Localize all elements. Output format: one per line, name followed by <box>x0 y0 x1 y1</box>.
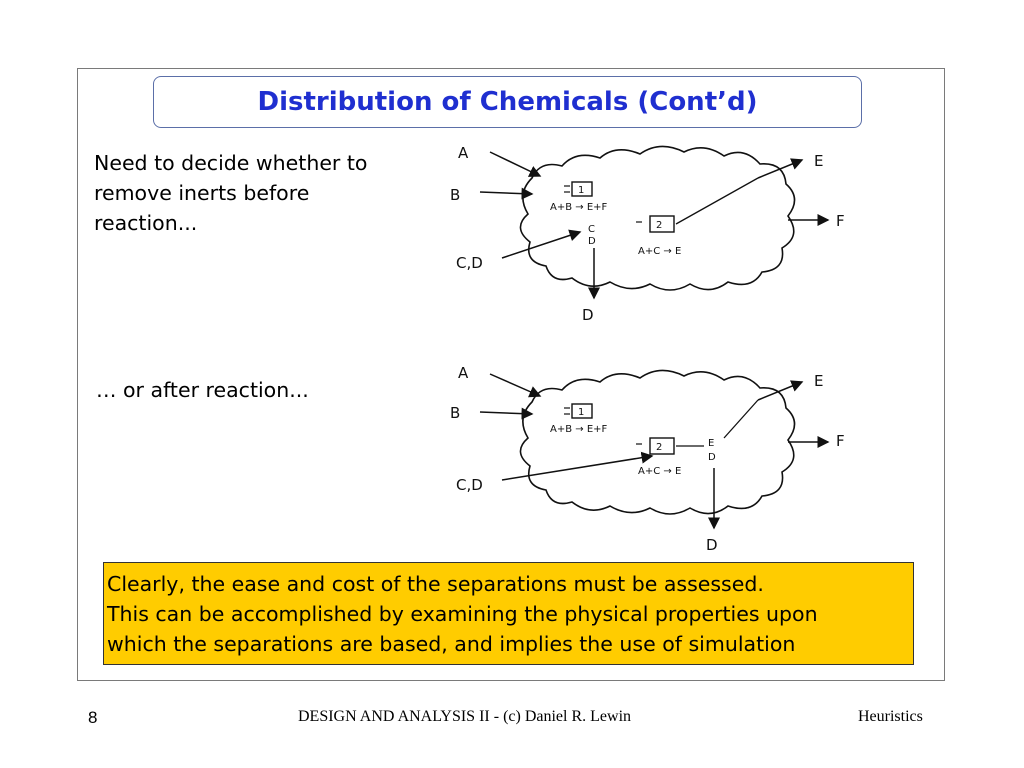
output-label-f: F <box>836 212 845 230</box>
note-after-reaction: … or after reaction... <box>96 378 309 402</box>
reaction-2-equation: A+C → E <box>638 246 682 257</box>
note-before-reaction: Need to decide whether to remove inerts before reaction... <box>94 151 368 235</box>
input-label-b: B <box>450 404 461 422</box>
conclusion-callout <box>103 562 914 665</box>
bottom-output-label-d: D <box>706 536 718 554</box>
split-label-e: E <box>708 438 715 449</box>
input-label-a: A <box>458 144 469 162</box>
output-label-e: E <box>814 372 824 390</box>
input-label-cd: C,D <box>456 476 483 494</box>
split-label-d: D <box>588 236 596 247</box>
reaction-1-equation: A+B → E+F <box>550 424 608 435</box>
callout-line: Clearly, the ease and cost of the separations must be assessed. <box>107 572 764 596</box>
reaction-1-equation: A+B → E+F <box>550 202 608 213</box>
callout-line: This can be accomplished by examining the physical properties upon <box>107 602 818 626</box>
footer-section-name: Heuristics <box>858 708 923 725</box>
callout-line: which the separations are based, and implies the use of simulation <box>107 632 796 656</box>
split-label-d: D <box>708 452 716 463</box>
footer-course-title: DESIGN AND ANALYSIS II - (c) Daniel R. Lewin <box>298 708 632 725</box>
input-label-cd: C,D <box>456 254 483 272</box>
reactor-1-label: 1 <box>578 407 585 418</box>
output-label-e: E <box>814 152 824 170</box>
input-label-b: B <box>450 186 461 204</box>
flowsheet-cloud-before <box>440 132 860 332</box>
flowsheet-cloud-after <box>440 356 860 556</box>
title-box <box>153 76 862 128</box>
process-cloud <box>520 146 794 290</box>
bottom-output-label-d: D <box>582 306 594 324</box>
reactor-1-label: 1 <box>578 185 585 196</box>
reactor-2-label: 2 <box>656 442 663 453</box>
split-label-c: C <box>588 224 595 235</box>
page-number: 8 <box>88 708 98 727</box>
reactor-2-label: 2 <box>656 220 663 231</box>
slide-title: Distribution of Chemicals (Cont’d) <box>257 87 758 117</box>
input-label-a: A <box>458 364 469 382</box>
diagram-separate-before-reaction <box>440 132 860 336</box>
reaction-2-equation: A+C → E <box>638 466 682 477</box>
diagram-separate-after-reaction <box>440 356 860 560</box>
output-label-f: F <box>836 432 845 450</box>
